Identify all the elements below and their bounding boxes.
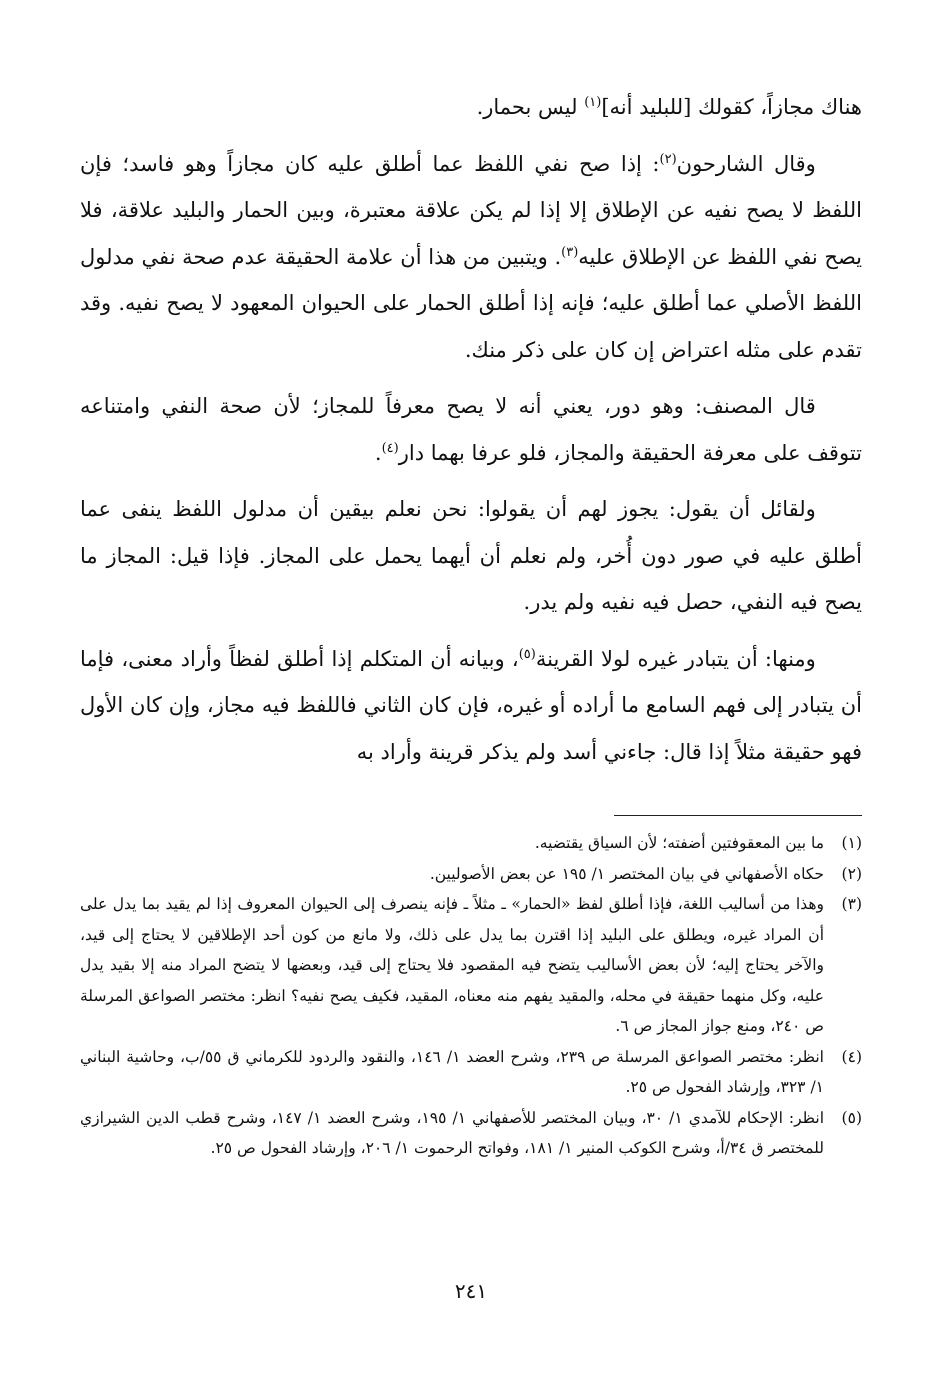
paragraph-5-text-a: ومنها: أن يتبادر غيره لولا القرينة: [535, 646, 816, 671]
footnote-ref-2: (٢): [659, 151, 677, 167]
paragraph-4-text: ولقائل أن يقول: يجوز لهم أن يقولوا: نحن نعلم بيقين أن مدلول اللفظ ينفى عما أطلق عليه في صور دون أُخر، ولم نعلم أن أيهما يحمل على المجاز. فإذا قيل: المجاز ما يصح فيه النفي، حصل فيه نفيه ولم يدر.: [80, 497, 862, 614]
paragraph-2-text-c: . ويتبين من هذا أن علامة الحقيقة عدم صحة نفي مدلول اللفظ الأصلي عما أطلق عليه؛ فإنه إذا أطلق الحمار على الحيوان المعهود لا يصح نفيه. وقد تقدم على مثله اعتراض إن كان على ذكر منك.: [80, 244, 862, 362]
footnote-text: حكاه الأصفهاني في بيان المختصر ١/ ١٩٥ عن بعض الأصوليين.: [429, 864, 824, 883]
paragraph-3: [80, 383, 862, 476]
footnote-ref-5: (٥): [518, 646, 536, 662]
paragraph-2-text-a: وقال الشارحون: [676, 151, 816, 176]
footnote-5: [80, 1103, 862, 1164]
footnote-divider: [614, 815, 862, 816]
main-text: [80, 84, 862, 775]
footnote-3: [80, 889, 862, 1042]
footnote-ref-1: (١): [584, 95, 602, 110]
paragraph-1: [80, 84, 862, 131]
footnote-4: [80, 1042, 862, 1103]
paragraph-1-text: هناك مجازاً، كقولك [للبليد أنه]: [601, 95, 862, 119]
footnotes: [80, 828, 862, 1164]
paragraph-5: [80, 636, 862, 776]
footnote-text: ما بين المعقوفتين أضفته؛ لأن السياق يقتضيه.: [534, 834, 824, 852]
footnote-ref-3: (٣): [561, 244, 579, 260]
footnote-number: (٥): [841, 1108, 862, 1127]
paragraph-5-text-b: ، وبيانه أن المتكلم إذا أطلق لفظاً وأراد معنى، فإما أن يتبادر إلى فهم السامع ما أراده أو غيره، فإن كان الثاني فاللفظ فيه مجاز، وإن كان الأول فهو حقيقة مثلاً إذا قال: جاءني أسد ولم يذكر قرينة وأراد به: [80, 646, 862, 764]
paragraph-2-text-b: : إذا صح نفي اللفظ عما أطلق عليه كان مجازاً وهو فاسد؛ فإن اللفظ لا يصح نفيه عن الإطلاق إلا إذا لم يكن علاقة معتبرة، وبين الحمار والبليد علاقة، فلا يصح نفي اللفظ عن الإطلاق عليه: [80, 151, 862, 269]
paragraph-3-text: قال المصنف: وهو دور، يعني أنه لا يصح معرفاً للمجاز؛ لأن صحة النفي وامتناعه تتوقف على معرفة الحقيقة والمجاز، فلو عرفا بهما دار: [80, 394, 862, 465]
paragraph-3-end: .: [374, 440, 382, 465]
page-number: ٢٤١: [454, 1279, 488, 1303]
footnote-text: انظر: الإحكام للآمدي ١/ ٣٠، وبيان المختصر للأصفهاني ١/ ١٩٥، وشرح العضد ١/ ١٤٧، وشرح قطب الدين الشيرازي للمختصر ق ٣٤/أ، وشرح الكوكب المنير ١/ ١٨١، وفواتح الرحموت ١/ ٢٠٦، وإرشاد الفحول ص ٢٥.: [80, 1108, 824, 1157]
footnote-text: وهذا من أساليب اللغة، فإذا أطلق لفظ «الحمار» ـ مثلاً ـ فإنه ينصرف إلى الحيوان المعروف إذا لم يقيد بما يدل على أن المراد غيره، ويطلق على البليد إذا اقترن بما يدل على ذلك، ولا مانع من كون أحد الإطلاقين لا يحتاج إلى قيد، والآخر يحتاج إليه؛ لأن بعض الأساليب يتضح فيه المقصود فلا يحتاج إلى قيد، وبعضها لا يتضح المراد منه إلا بقيد يدل عليه، وكل منهما حقيقة في محله، والمقيد يفهم منه معناه، المقيد، فكيف يصح نفيه؟ انظر: مختصر الصواعق المرسلة ص ٢٤٠، ومنع جواز المجاز ص ٦.: [80, 895, 824, 1035]
footnote-1: [80, 828, 862, 859]
footnote-number: (١): [841, 834, 862, 852]
paragraph-4: [80, 486, 862, 626]
footnote-2: [80, 859, 862, 890]
document-page: [80, 84, 862, 1374]
paragraph-1-end: ليس بحمار.: [476, 95, 585, 119]
footnote-text: انظر: مختصر الصواعق المرسلة ص ٢٣٩، وشرح العضد ١/ ١٤٦، والنقود والردود للكرماني ق ٥٥/ب، وحاشية البناني ١/ ٣٢٣، وإرشاد الفحول ص ٢٥.: [80, 1047, 824, 1096]
footnote-number: (٢): [841, 864, 862, 883]
footnote-ref-4: (٤): [381, 440, 399, 456]
paragraph-2: [80, 141, 862, 374]
footnote-number: (٣): [841, 895, 862, 913]
footnote-number: (٤): [841, 1047, 862, 1066]
